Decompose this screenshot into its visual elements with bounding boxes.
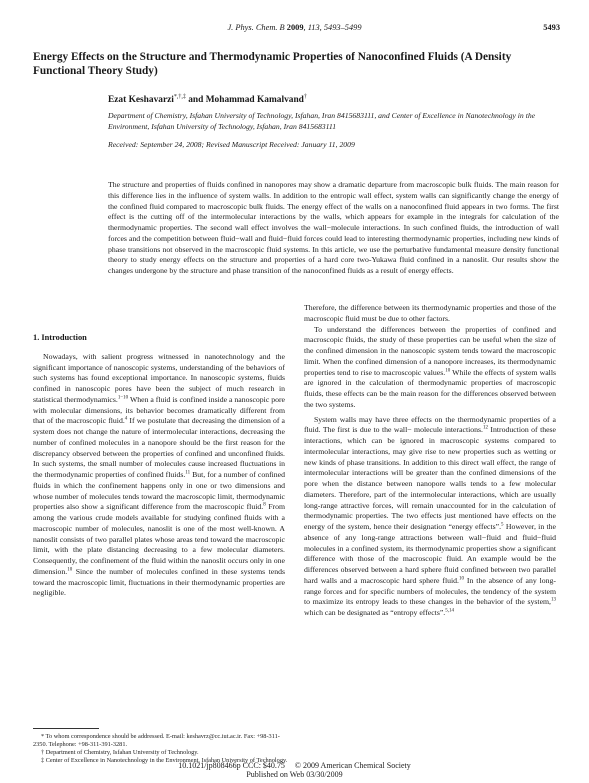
citation-ref: 10	[67, 567, 73, 573]
page-number: 5493	[543, 23, 560, 32]
volume-pages: , 113, 5493–5499	[303, 23, 362, 32]
text-run: which can be designated as “entropy effects”.	[304, 608, 446, 617]
citation-ref: 8	[263, 502, 266, 508]
text-run: When a fluid is confined inside a nanoscopic pore with molecular dimensions, its behavior becomes dramatically different from that of the macroscopic fluid.	[33, 394, 285, 426]
citation-ref: 10	[458, 576, 464, 582]
journal-year: 2009	[286, 23, 304, 32]
abstract: The structure and properties of fluids confined in nanopores may show a dramatic departure from macroscopic bulk fluids. The main reason for this difference lies in the influence of system walls. In addition to the entropic wall effect, system walls can significantly change the energy of the confined fluid compared to macroscopic bulk fluids. The energy effect of the walls on a nanoconfined fluid appears in two forms. The first effect is the cutting off of the intermolecular interactions by the walls, which appears for example in the integrals for calculation of the thermodynamic properties. The second wall effect involves the wall−molecule interactions. In such confined fluids, the introduction of wall forces and the competition between fluid−wall and fluid−fluid forces could lead to interesting thermodynamic properties, including new kinds of phase transitions not observed in the macroscopic fluid systems. In this article, we use the perturbative fundamental measure density functional theory to study energy effects on the structure and properties of a hard core two-Yukawa fluid confined in a nanoslit. Our results show the changes undergone by the structure and phase transition of the nanoconfined fluids as a result of energy effects.	[108, 180, 559, 275]
text-run: Nowadays, with salient progress witnessed in nanotechnology and the significant importance of nanoscopic systems, understanding of the behaviors of such systems has found exceptional importance. In nanoscopic systems, fluids confined in nanoscopic pores have been the subject of much research in statistical thermodynamics.	[33, 351, 285, 404]
author-conjunction: and	[185, 95, 206, 105]
citation-ref: 10	[445, 367, 451, 373]
text-run: System walls may have three effects on the thermodynamic properties of a fluid. The first is due to the wall− molecule interactions.	[304, 414, 556, 435]
text-run: Since the number of molecules confined in these systems tends toward the macroscopic limit, fluctuations in their thermodynamic properties are negligible.	[33, 566, 285, 598]
footnote-divider	[33, 728, 99, 729]
footnote-affiliation-1: † Department of Chemistry, Isfahan University of Technology.	[41, 748, 199, 756]
text-run: If we postulate that decreasing the dimension of a system does not change the nature of intermolecular interactions, decreasing the number of confined molecules in a nanopore should be the first reason for the discrepancy observed between the properties of confined and unconfined fluids. In such systems, the small number of molecules cause increased fluctuations in the thermodynamic properties of confined fluids.	[33, 416, 285, 479]
paragraph	[304, 415, 556, 619]
text-run: But, for a number of confined fluids in which the confinement happens only in one or two dimensions and whose number of molecules tends toward the macroscopic limit, thermodynamic properties also show a significant difference from the macroscopic fluid.	[33, 470, 285, 512]
left-column	[33, 333, 285, 599]
paragraph	[304, 325, 556, 411]
author-2-marks: †	[303, 93, 307, 100]
text-run: From among the various crude models available for studying confined fluids with a macroscopic number of molecules, nanoslit is one of the most well-known. A nanoslit consists of two parallel plates whose areas tend toward the macroscopic limit, with the plate distancing decreasing to a few molecular diameters. Consequently, the confinement of the fluid within the nanoslit occurs only in one dimension.	[33, 502, 285, 576]
text-run: To understand the differences between the properties of confined and macroscopic fluids, the study of these properties can be useful when the size of the confined dimension in the nanoscopic system tends toward the macroscopic limit. When the confined dimension of a nanopore increases, its thermodynamic properties tend to rise to macroscopic values.	[304, 324, 556, 377]
footnote-correspondence: * To whom correspondence should be addressed. E-mail: keshavrz@cc.iut.ac.ir. Fax: +98-311-2350. Telephone: +98-311-391-3281.	[33, 733, 280, 748]
text-run: While the effects of system walls are ignored in the calculation of thermodynamic properties of macroscopic fluids, these effects can be the main reason for the differences observed between the two systems.	[304, 367, 557, 409]
text-run: However, in the absence of any long-range attractions between wall−fluid and fluid−fluid molecules in a confined system, its thermodynamic properties show a significant difference with those of the macroscopic fluid. An example would be the differences observed between a hard sphere fluid confined between two parallel hard walls and a macroscopic hard sphere fluid.	[304, 522, 556, 585]
footnote-affiliation-2: ‡ Center of Excellence in Nanotechnology in the Environment, Isfahan University of Technology.	[41, 756, 288, 764]
article-title: Energy Effects on the Structure and Thermodynamic Properties of Nanoconfined Fluids (A Density Functional Theory Study)	[33, 51, 512, 77]
author-list	[108, 95, 307, 105]
citation-ref: 13	[551, 597, 556, 603]
citation-ref: 5,14	[445, 608, 454, 614]
text-run: Introduction of these interactions, which can be ignored in macroscopic systems compared to intermolecular interactions, may give rise to new properties such as wetting or new kinds of phase transitions. In addition to this direct wall effect, the range of intermolecular interactions will be greater than the confined dimensions of the pore when the distance between nanopore walls tends to a few molecular diameters. Therefore, part of the intermolecular interactions, which are usually long-range attractive forces, will remain unaccounted for in the calculation of thermodynamic properties. The two effects just mentioned have effects on the energy of the system, hence their designation “energy effects”.	[304, 425, 556, 531]
page-footer	[0, 761, 589, 779]
right-column	[304, 303, 556, 619]
author-1-marks: *,†,‡	[173, 93, 186, 100]
citation-ref: 5	[501, 522, 504, 528]
section-heading: 1. Introduction	[33, 333, 87, 342]
author-1: Ezat Keshavarzi	[108, 95, 174, 105]
author-2: Mohammad Kamalvand	[205, 95, 304, 105]
affiliation: Department of Chemistry, Isfahan University of Technology, Isfahan, Iran 8415683111, and Center of Excellence in Nanotechnology in the Environment, Isfahan University of Technology, Isfahan, Iran 8415683111	[108, 111, 536, 131]
footnotes	[33, 733, 288, 765]
citation-ref: 4	[124, 416, 128, 422]
citation-ref: 12	[482, 425, 488, 431]
doi-line: 10.1021/jp808466p CCC: $40.75 © 2009 American Chemical Society	[178, 761, 411, 770]
text-run: In the absence of any long-range forces and for specific numbers of molecules, the tendency of the system to maximize its entropy leads to these changes in the behavior of the system,	[304, 575, 556, 607]
citation-ref: 11	[185, 470, 191, 476]
journal-citation	[0, 23, 589, 32]
citation-ref: 1−10	[117, 395, 129, 401]
received-dates: Received: September 24, 2008; Revised Manuscript Received: January 11, 2009	[108, 140, 355, 149]
paragraph: Therefore, the difference between its thermodynamic properties and those of the macroscopic fluid must be due to other factors.	[304, 303, 556, 323]
journal-name: J. Phys. Chem. B	[227, 23, 285, 32]
published-date: Published on Web 03/30/2009	[246, 770, 343, 779]
paragraph	[33, 352, 285, 599]
